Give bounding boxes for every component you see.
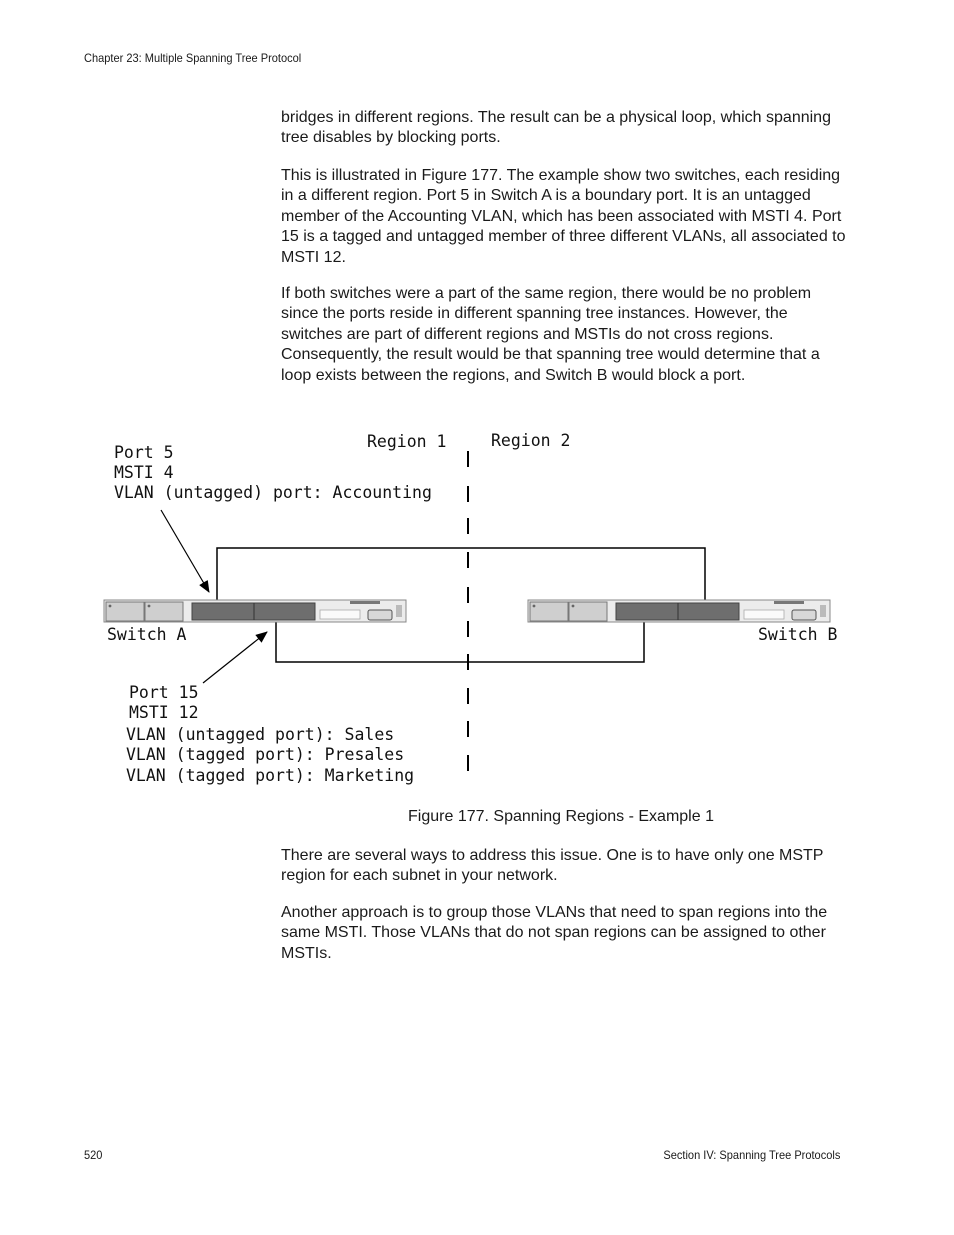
switch-a-label: Switch A — [107, 625, 187, 644]
paragraph-4: There are several ways to address this issue. One is to have only one MSTP region for each subnet in your network. — [281, 847, 824, 885]
page-number: 520 — [84, 1148, 103, 1162]
port5-msti-label: MSTI 4 — [114, 463, 174, 482]
lower-link-cable — [276, 620, 644, 662]
section-footer: Section IV: Spanning Tree Protocols — [663, 1148, 840, 1162]
port5-pointer-arrow — [161, 510, 209, 592]
paragraph-5: Another approach is to group those VLANs that need to span regions into the same MSTI. Those VLANs that do not span regions can be assigned to other MSTIs. — [281, 904, 828, 962]
paragraph-3: If both switches were a part of the same region, there would be no problem since the ports reside in different spanning tree instances. However, the switches are part of different regions and MSTIs do not cross regions. Consequently, the result would be that spanning tree would determine that a loop exists between the regions, and Switch B would block a port. — [281, 285, 820, 384]
port15-vlan-presales-label: VLAN (tagged port): Presales — [126, 745, 405, 764]
region-1-label: Region 1 — [367, 432, 447, 451]
port5-label: Port 5 — [114, 443, 174, 462]
switch-a-device — [104, 600, 406, 622]
paragraph-1: bridges in different regions. The result can be a physical loop, which spanning tree disables by blocking ports. — [281, 109, 831, 147]
port5-vlan-label: VLAN (untagged) port: Accounting — [114, 483, 432, 502]
port15-msti-label: MSTI 12 — [129, 703, 199, 722]
switch-b-device — [528, 600, 830, 622]
figure-caption: Figure 177. Spanning Regions - Example 1 — [408, 808, 714, 825]
switch-b-label: Switch B — [758, 625, 838, 644]
chapter-header: Chapter 23: Multiple Spanning Tree Protocol — [84, 51, 302, 65]
port15-vlan-marketing-label: VLAN (tagged port): Marketing — [126, 766, 415, 785]
port15-vlan-sales-label: VLAN (untagged port): Sales — [126, 725, 395, 744]
region-2-label: Region 2 — [491, 431, 571, 450]
paragraph-2: This is illustrated in Figure 177. The example show two switches, each residing in a different region. Port 5 in Switch A is a boundary port. It is an untagged member of the Accounting VLAN, which has been associated with MSTI 4. Port 15 is a tagged and untagged member of three different VLANs, all associated to MSTI 12. — [281, 167, 846, 266]
port15-label: Port 15 — [129, 683, 199, 702]
port15-pointer-arrow — [203, 632, 267, 683]
upper-link-cable — [217, 548, 705, 600]
